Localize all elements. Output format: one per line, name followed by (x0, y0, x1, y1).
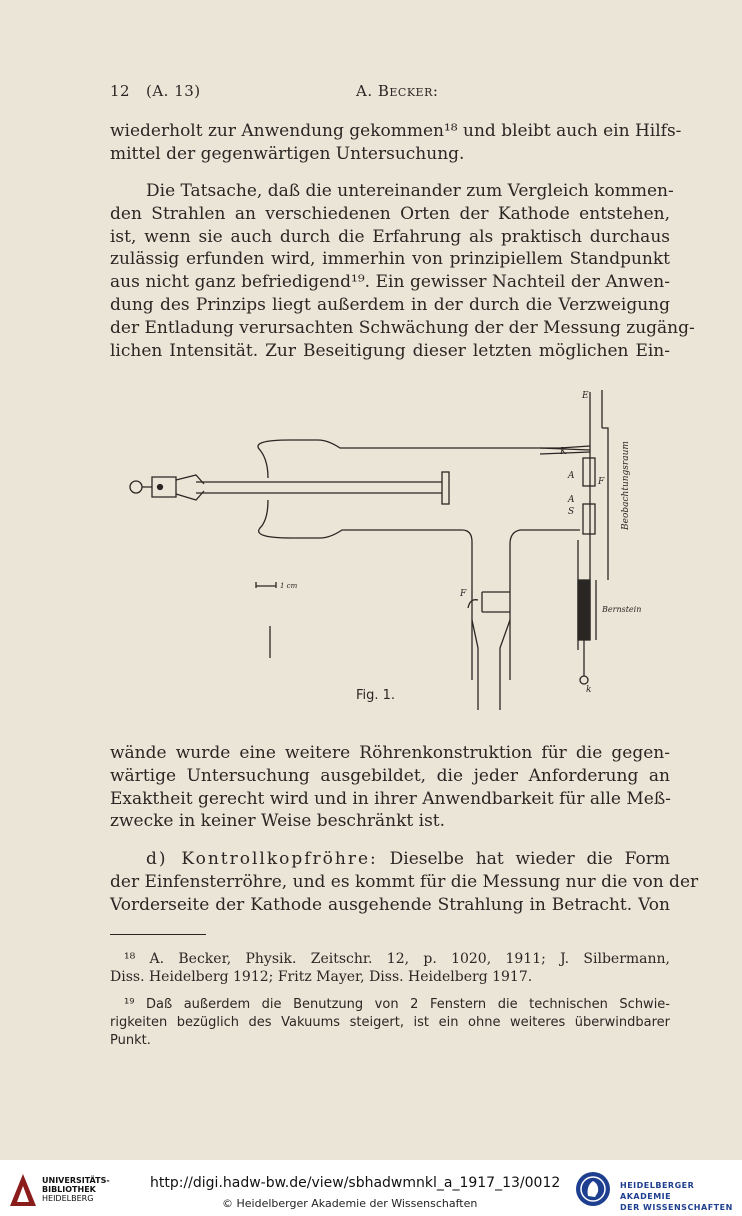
label-k: k (586, 685, 592, 695)
section-ref: (A. 13) (146, 82, 201, 100)
section-heading-d: d) Kontrollkopfröhre: (146, 849, 378, 869)
footnote-line: ¹⁹ Daß außerdem die Benutzung von 2 Fenstern die technischen Schwie- (124, 997, 670, 1012)
label-F1: F (598, 477, 605, 487)
academy-line: HEIDELBERGER AKADEMIE (620, 1181, 695, 1201)
neck (176, 475, 204, 500)
label-beobachtungsraum: Beobachtungsraum (621, 441, 631, 530)
text-line: ist, wenn sie auch durch die Erfahrung als praktisch durchaus (110, 226, 670, 247)
label-K-top: K (560, 447, 567, 457)
footnote-line: rigkeiten bezüglich des Vakuums steigert, ist ein ohne weiteres überwindbarer (110, 1015, 670, 1030)
label-scale: 1 cm (280, 582, 298, 590)
bulb-top (258, 440, 590, 478)
text-line: wiederholt zur Anwendung gekommen¹⁸ und bleibt auch ein Hilfs- (110, 121, 682, 141)
label-A2: A (568, 495, 575, 505)
library-line: BIBLIOTHEK (42, 1185, 96, 1194)
lower-ring (580, 676, 588, 684)
running-author: A. Becker: (356, 82, 439, 100)
text-line (110, 848, 670, 871)
text-line: zulässig erfunden wird, immerhin von prinzipiellem Standpunkt (110, 249, 670, 270)
footnote-19 (110, 996, 670, 1050)
text-line: der Entladung verursachten Schwächung der der Messung zugäng- (110, 317, 695, 338)
label-F2: F (460, 589, 467, 599)
footnote-rule (110, 934, 206, 935)
window-head (590, 390, 608, 640)
text-line: wände wurde eine weitere Röhrenkonstruktion für die gegen- (110, 743, 670, 763)
heading-line-rest: Dieselbe hat wieder die Form (389, 849, 671, 869)
paragraph-3 (110, 742, 670, 833)
paragraph-1 (110, 120, 682, 166)
text-line: aus nicht ganz befriedigend¹⁹. Ein gewisser Nachteil der Anwen- (110, 272, 670, 293)
handle-ring (130, 481, 142, 493)
bulb-right (510, 530, 580, 680)
paragraph-2 (110, 180, 695, 362)
text-line: zwecke in keiner Weise beschränkt ist. (110, 811, 446, 832)
footnote-line: ¹⁸ A. Becker, Physik. Zeitschr. 12, p. 1020, 1911; J. Silbermann, (124, 951, 670, 967)
label-bernstein: Bernstein (602, 605, 642, 614)
stopper-pin (158, 485, 163, 490)
text-line: mittel der gegenwärtigen Untersuchung. (110, 143, 465, 164)
label-S: S (568, 507, 575, 517)
text-line: der Einfensterröhre, und es kommt für die Messung nur die von der (110, 871, 699, 892)
academy-line: DER WISSENSCHAFTEN (620, 1203, 733, 1212)
copyright-notice: © Heidelberger Akademie der Wissenschaften (222, 1197, 478, 1210)
text-line: Die Tatsache, daß die untereinander zum Vergleich kommen- (146, 181, 674, 201)
text-line: Exaktheit gerecht wird und in ihrer Anwendbarkeit für alle Meß- (110, 788, 671, 809)
cathode-rod (196, 482, 442, 493)
chamber-upper (583, 458, 595, 486)
library-name (42, 1176, 110, 1203)
chamber-lower (583, 504, 595, 534)
library-line: HEIDELBERG (42, 1194, 94, 1203)
library-line: UNIVERSITÄTS- (42, 1176, 110, 1185)
footnote-18 (110, 950, 670, 986)
text-line: lichen Intensität. Zur Beseitigung dieser letzten möglichen Ein- (110, 340, 670, 361)
scale-bar (256, 582, 276, 588)
label-E: E (582, 391, 589, 401)
bulb-bottom (259, 500, 472, 680)
page-number: 12 (110, 82, 131, 100)
footnote-line: Punkt. (110, 1033, 151, 1048)
stem (472, 620, 510, 710)
amber-insulator (578, 580, 590, 640)
outlet (482, 592, 510, 612)
figure-caption: Fig. 1. (356, 688, 396, 703)
text-line: dung des Prinzips liegt außerdem in der durch die Verzweigung (110, 294, 670, 315)
paragraph-4 (110, 848, 699, 916)
university-library-logo-icon (8, 1172, 38, 1208)
academy-name (620, 1180, 742, 1213)
footnote-line: Diss. Heidelberg 1912; Fritz Mayer, Diss. Heidelberg 1917. (110, 969, 533, 985)
text-line: wärtige Untersuchung ausgebildet, die jeder Anforderung an (110, 765, 670, 786)
label-A1: A (568, 471, 575, 481)
permalink-url[interactable]: http://digi.hadw-bw.de/view/sbhadwmnkl_a_1917_13/0012 (150, 1175, 561, 1191)
outlet-hook (468, 600, 478, 608)
text-line: Vorderseite der Kathode ausgehende Strahlung in Betracht. Von (110, 894, 670, 915)
text-line: den Strahlen an verschiedenen Orten der Kathode entstehen, (110, 203, 670, 224)
academy-seal-icon (574, 1170, 612, 1208)
figure-1-diagram (120, 380, 650, 720)
cathode-plate (442, 472, 449, 504)
